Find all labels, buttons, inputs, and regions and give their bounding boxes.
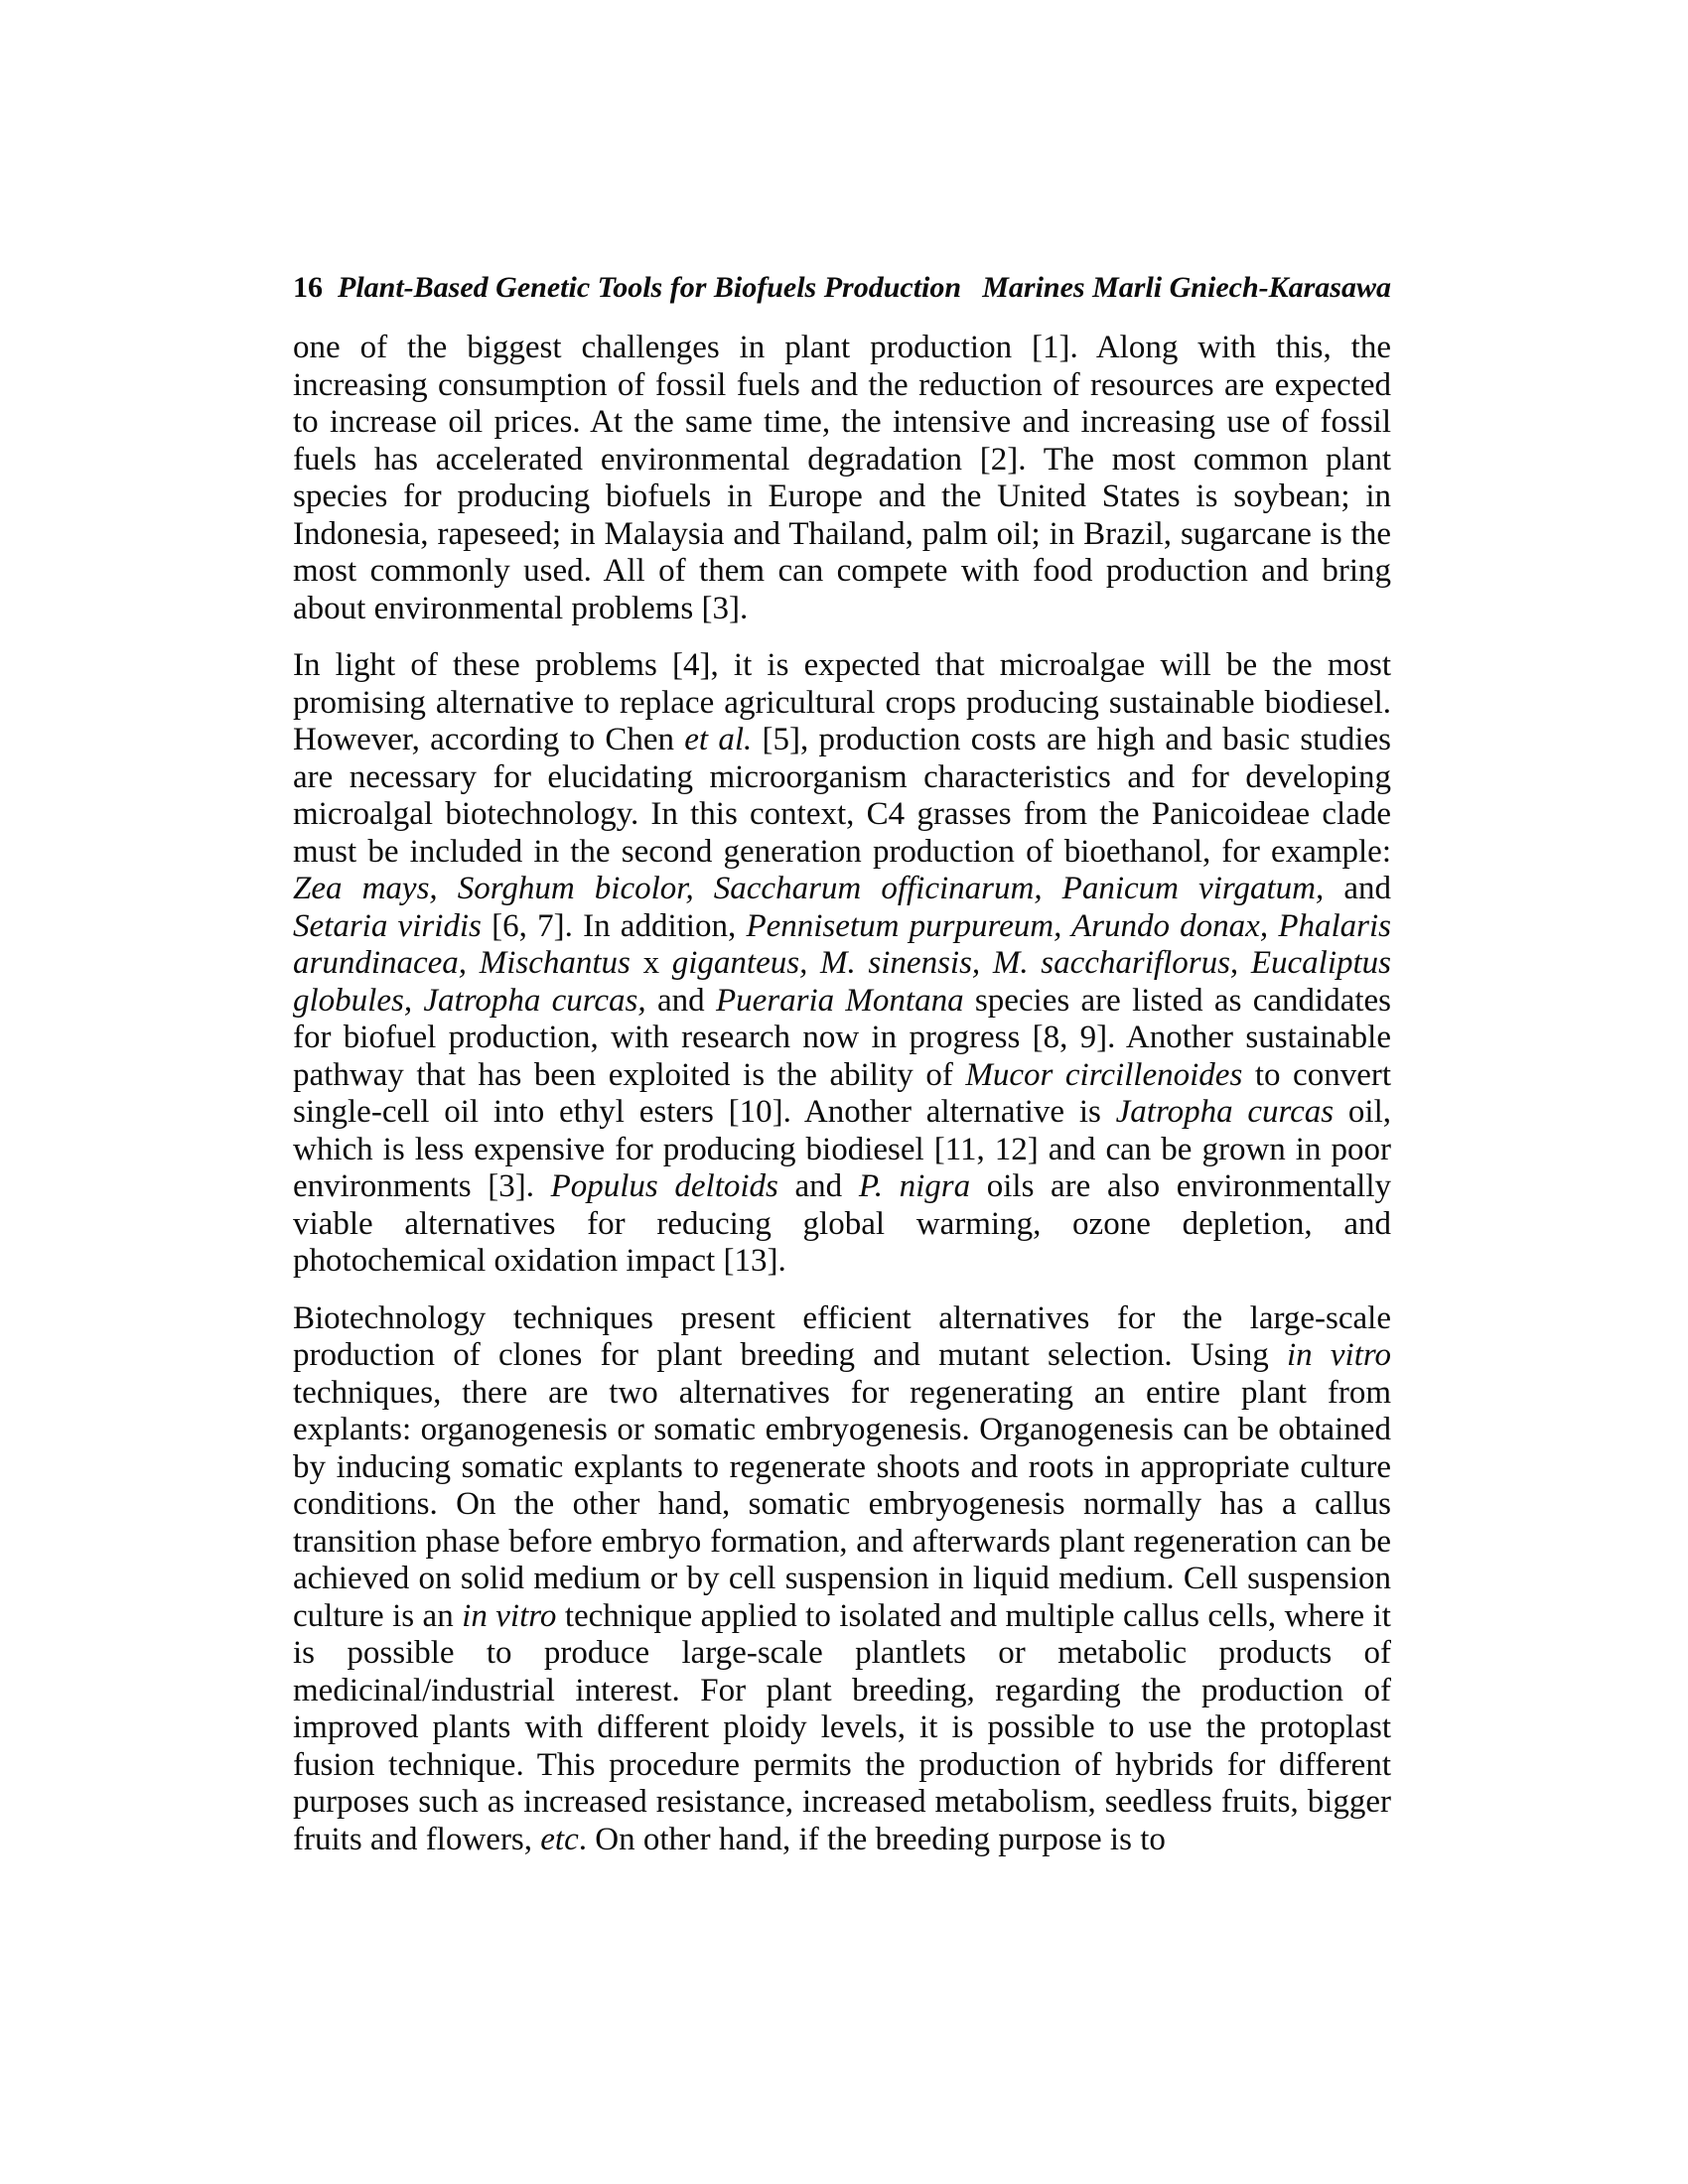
text-run: . On other hand, if the breeding purpose is to xyxy=(578,1821,1166,1857)
paragraph-biotechnology-techniques xyxy=(293,1300,1391,1859)
text-run: x xyxy=(630,945,672,981)
text-run: techniques, there are two alternatives for regenerating an entire plant from explants: organogenesis or somatic embryogenesis. Organogenesis can be obtained by inducing somatic explants to regenerate shoots and roots in appropriate culture conditions. On the other hand, somatic embryogenesis normally has a callus transition phase before embryo formation, and afterwards plant regeneration can be achieved on solid medium or by cell suspension in liquid medium. Cell suspension culture is an xyxy=(293,1374,1391,1634)
text-run: and xyxy=(777,1168,859,1204)
italic-text-run: Jatropha curcas xyxy=(1115,1094,1335,1130)
text-run: oil, which is less expensive for producing biodiesel [11, 12] and can be grown in poor environments [3]. xyxy=(293,1094,1392,1204)
italic-text-run: et al. xyxy=(684,722,753,757)
text-run: [6, 7]. In addition, xyxy=(481,907,747,944)
italic-text-run: P. nigra xyxy=(858,1168,971,1204)
book-title: Plant-Based Genetic Tools for Biofuels Production xyxy=(338,271,962,304)
italic-text-run: in vitro xyxy=(1286,1337,1391,1373)
text-run: and xyxy=(645,982,716,1019)
italic-text-run: Populus deltoids xyxy=(550,1168,778,1204)
italic-text-run: Zea mays, Sorghum bicolor, Saccharum officinarum, Panicum virgatum, xyxy=(293,871,1325,906)
text-run: one of the biggest challenges in plant production [1]. Along with this, the increasing consumption of fossil fuels and the reduction of resources are expected to increase oil prices. At the same time, the intensive and increasing use of fossil fuels has accelerated environmental degradation [2]. The most common plant species for producing biofuels in Europe and the United States is soybean; in Indonesia, rapeseed; in Malaysia and Thailand, palm oil; in Brazil, sugarcane is the most commonly used. All of them can compete with food production and bring about environmental problems [3]. xyxy=(293,330,1391,626)
paragraph-biofuel-challenges xyxy=(293,330,1391,627)
text-run: to convert single-cell oil into ethyl esters [10]. Another alternative is xyxy=(293,1056,1392,1130)
italic-text-run: Pueraria Montana xyxy=(715,982,964,1019)
running-header-left xyxy=(293,272,961,304)
italic-text-run: Mucor circillenoides xyxy=(965,1056,1243,1093)
italic-text-run: giganteus, M. sinensis, M. sacchariflorus, Eucaliptus globules, Jatropha curcas, xyxy=(293,945,1392,1019)
text-run: [5], production costs are high and basic studies are necessary for elucidating microorganism characteristics and for developing microalgal biotechnology. In this context, C4 grasses from the Panicoideae clade must be included in the second generation production of bioethanol, for example: xyxy=(293,722,1391,870)
running-author: Marines Marli Gniech-Karasawa xyxy=(982,271,1391,304)
italic-text-run: Setaria viridis xyxy=(293,907,482,944)
text-run: In light of these problems [4], it is expected that microalgae will be the most promising alternative to replace agricultural crops producing sustainable biodiesel. However, according to Chen xyxy=(293,647,1391,757)
text-run: Biotechnology techniques present efficient alternatives for the large-scale production of clones for plant breeding and mutant selection. Using xyxy=(293,1299,1391,1373)
text-run: and xyxy=(1324,871,1392,906)
article-body xyxy=(293,330,1391,1858)
text-run: technique applied to isolated and multiple callus cells, where it is possible to produce large-scale plantlets or metabolic products of medicinal/industrial interest. For plant breeding, regarding the production of improved plants with different ploidy levels, it is possible to use the protoplast fusion technique. This procedure permits the production of hybrids for different purposes such as increased resistance, increased metabolism, seedless fruits, bigger fruits and flowers, xyxy=(293,1597,1391,1857)
paragraph-microalgae-alternatives xyxy=(293,647,1391,1281)
italic-text-run: Pennisetum purpureum, Arundo donax, Phalaris arundinacea, Mischantus xyxy=(293,907,1391,981)
text-run: oils are also environmentally viable alternatives for reducing global warming, ozone depletion, and photochemical oxidation impact [13]. xyxy=(293,1168,1391,1279)
italic-text-run: in vitro xyxy=(462,1597,557,1634)
text-run: species are listed as candidates for biofuel production, with research now in progress [8, 9]. Another sustainable pathway that has been exploited is the ability of xyxy=(293,982,1392,1093)
running-header xyxy=(293,272,1391,304)
page-number: 16 xyxy=(293,271,323,304)
italic-text-run: etc xyxy=(540,1821,579,1857)
